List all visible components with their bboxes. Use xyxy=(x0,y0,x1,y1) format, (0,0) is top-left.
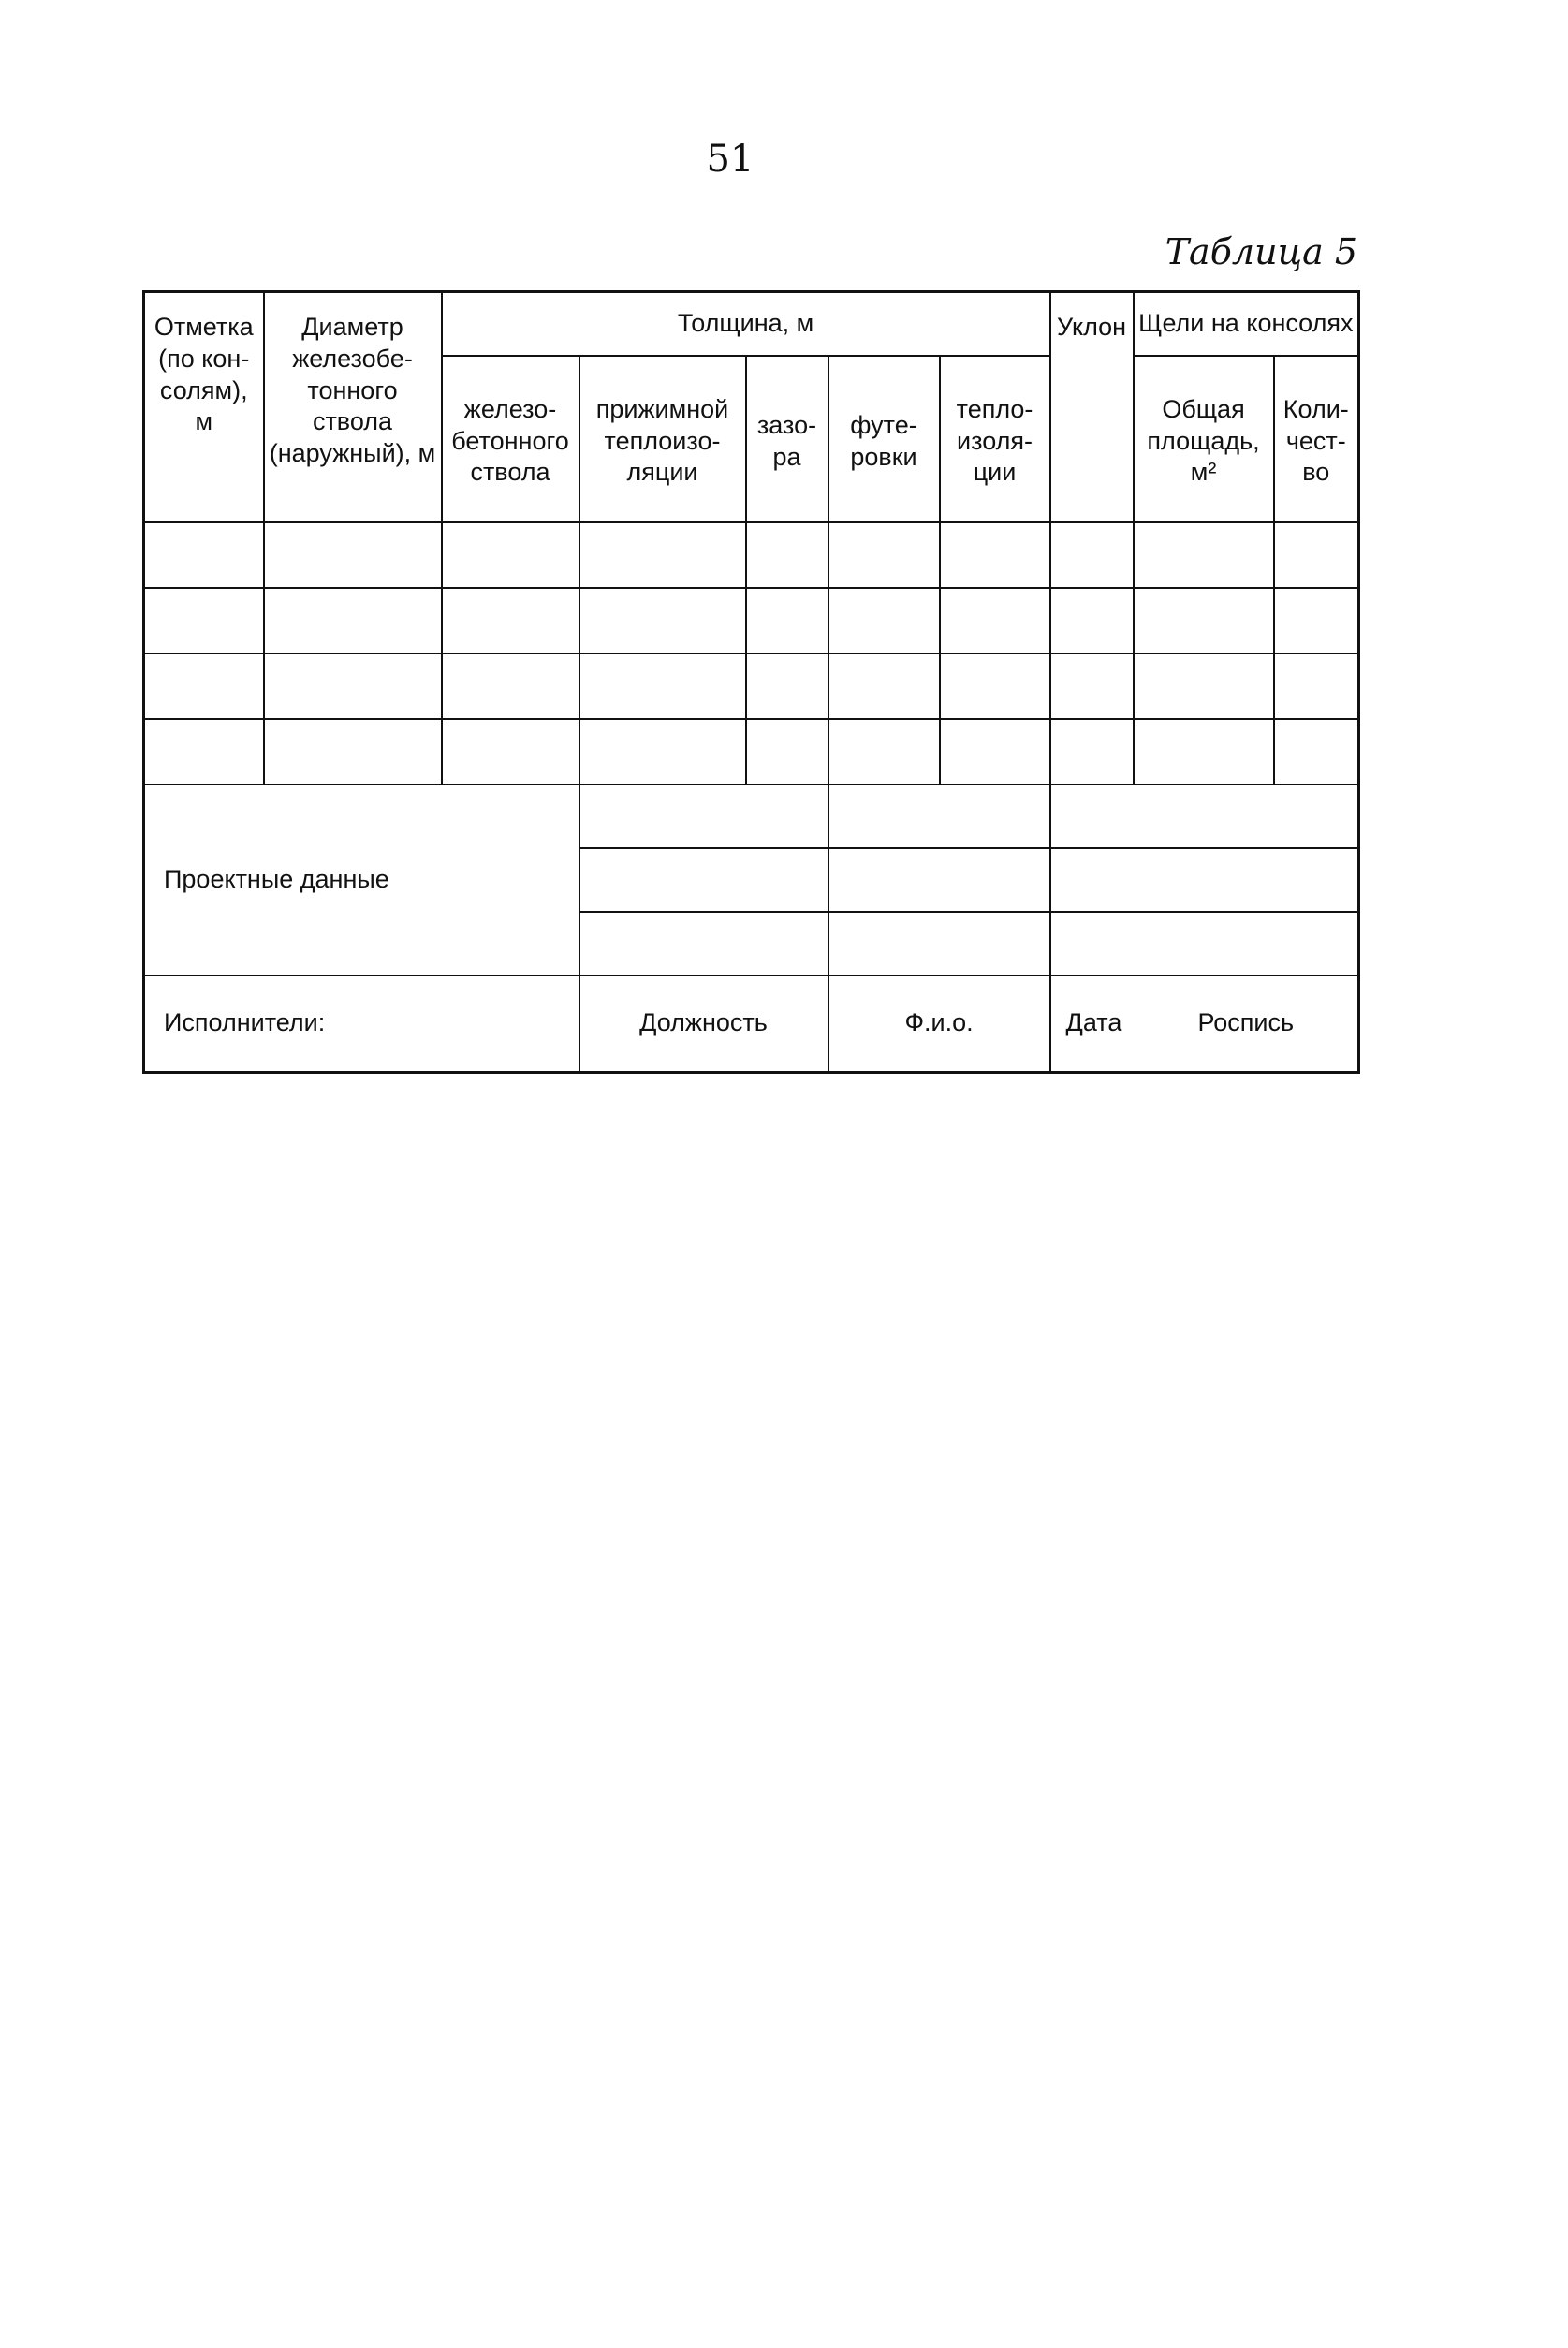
signature-label: Роспись xyxy=(1197,1008,1295,1037)
table-cell xyxy=(144,588,264,653)
table-cell xyxy=(1274,719,1359,785)
table-cell xyxy=(828,719,940,785)
table-cell xyxy=(746,588,828,653)
header-diametr: Диаметр железобе- тонного ствола (наружный), м xyxy=(264,292,442,522)
table-cell xyxy=(940,522,1050,588)
table-cell xyxy=(1134,588,1274,653)
table-cell xyxy=(264,522,442,588)
table-cell xyxy=(442,588,579,653)
table-cell xyxy=(442,719,579,785)
header-futerovki: футе- ровки xyxy=(828,356,940,522)
table-cell xyxy=(144,522,264,588)
header-kolichestvo: Коли- чест- во xyxy=(1274,356,1359,522)
project-cell xyxy=(828,785,1050,848)
table-row xyxy=(144,522,1359,588)
table-cell xyxy=(746,653,828,719)
table-cell xyxy=(746,522,828,588)
table-cell xyxy=(1050,522,1134,588)
table-cell xyxy=(579,588,746,653)
table-cell xyxy=(828,653,940,719)
form-table xyxy=(142,290,1360,1074)
table-row xyxy=(144,653,1359,719)
table-cell xyxy=(264,653,442,719)
table-row xyxy=(144,588,1359,653)
header-zazora: зазо- ра xyxy=(746,356,828,522)
table-cell xyxy=(746,719,828,785)
header-tolshchina: Толщина, м xyxy=(442,292,1050,356)
header-row-top xyxy=(144,292,1359,356)
table-cell xyxy=(1134,719,1274,785)
fio-label: Ф.и.о. xyxy=(828,976,1050,1073)
project-cell xyxy=(1050,785,1359,848)
table-row xyxy=(144,719,1359,785)
header-prizhimnoy: прижимной теплоизо- ляции xyxy=(579,356,746,522)
header-teploizolyatsii: тепло- изоля- ции xyxy=(940,356,1050,522)
header-otmetka: Отметка (по кон- солям), м xyxy=(144,292,264,522)
project-cell xyxy=(579,912,828,976)
project-cell xyxy=(1050,912,1359,976)
table-cell xyxy=(1274,588,1359,653)
table-cell xyxy=(940,719,1050,785)
header-zhelezobetonnogo: железо- бетонного ствола xyxy=(442,356,579,522)
table-cell xyxy=(579,653,746,719)
signature-row xyxy=(144,976,1359,1073)
table-cell xyxy=(940,653,1050,719)
table-cell xyxy=(1274,522,1359,588)
table-cell xyxy=(940,588,1050,653)
page-number: 51 xyxy=(706,138,755,181)
table-cell xyxy=(442,522,579,588)
table-caption: Таблица 5 xyxy=(1165,231,1357,272)
header-uklon: Уклон xyxy=(1050,292,1134,522)
project-row xyxy=(144,785,1359,848)
table-cell xyxy=(579,522,746,588)
date-label: Дата xyxy=(1065,1008,1122,1037)
header-obshchaya-ploshchad: Общая площадь, м² xyxy=(1134,356,1274,522)
table-cell xyxy=(1134,522,1274,588)
table-cell xyxy=(1050,588,1134,653)
project-data-label: Проектные данные xyxy=(144,785,579,976)
date-signature-cell xyxy=(1050,976,1359,1073)
table-cell xyxy=(1050,719,1134,785)
project-cell xyxy=(579,785,828,848)
table-cell xyxy=(1050,653,1134,719)
table-cell xyxy=(264,588,442,653)
project-cell xyxy=(828,848,1050,912)
table-cell xyxy=(144,719,264,785)
table-cell xyxy=(828,588,940,653)
project-cell xyxy=(828,912,1050,976)
executors-label: Исполнители: xyxy=(144,976,579,1073)
table-cell xyxy=(1274,653,1359,719)
table-cell xyxy=(579,719,746,785)
project-cell xyxy=(579,848,828,912)
project-cell xyxy=(1050,848,1359,912)
table-cell xyxy=(828,522,940,588)
table-cell xyxy=(1134,653,1274,719)
position-label: Должность xyxy=(579,976,828,1073)
table-cell xyxy=(144,653,264,719)
table-cell xyxy=(442,653,579,719)
header-shcheli: Щели на консолях xyxy=(1134,292,1359,356)
table-cell xyxy=(264,719,442,785)
